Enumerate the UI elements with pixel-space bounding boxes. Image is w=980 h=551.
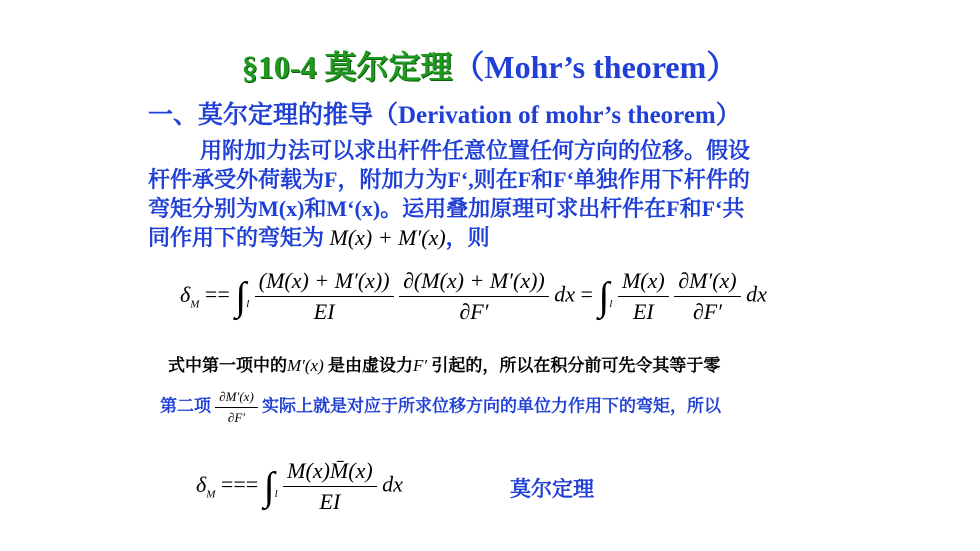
note-second-term: 第二项 $\frac{\partial M'(x)}{\partial F'}$ 实际上就是对应于所求位移方向的单位力作用下的弯矩，所以 bbox=[160, 389, 722, 425]
paragraph-line-4-end: ，则 bbox=[445, 225, 490, 250]
eq2-dx: dx bbox=[382, 471, 403, 497]
eq1-dx-2: dx bbox=[746, 281, 767, 307]
eq1-frac-3: $\frac{M(x)}{EI}$ bbox=[618, 268, 669, 325]
paragraph-line-3: 弯矩分别为M(x)和M‘(x)。运用叠加原理可求出杆件在F和F‘共 bbox=[148, 196, 745, 221]
eq1-frac-2: $\frac{\partial(M(x) + M'(x))}{\partial F'}$ bbox=[399, 268, 549, 325]
eq1-frac-1: $\frac{(M(x) + M'(x))}{EI}$ bbox=[255, 268, 394, 325]
section-heading: 一、莫尔定理的推导（Derivation of mohr’s theorem） bbox=[148, 102, 741, 129]
eq1-integral: ∫ bbox=[235, 273, 247, 319]
eq1-dx: dx bbox=[554, 281, 575, 307]
eq1-lhs: $\delta_M$ bbox=[180, 281, 200, 310]
eq1-int-sub: l bbox=[246, 297, 250, 310]
paragraph-line-1: 用附加力法可以求出杆件任意位置任何方向的位移。假设 bbox=[200, 138, 751, 163]
eq2-lhs: $\delta_M$ bbox=[196, 471, 216, 500]
equation-2: $\delta_M$ === $\int_l$ $\frac{M(x)M̄(x)}{EI}$ dx bbox=[196, 458, 403, 514]
eq2-equals: === bbox=[220, 471, 259, 497]
note1-math-1: M′(x) bbox=[287, 356, 324, 375]
mohr-theorem-label: 莫尔定理 bbox=[510, 477, 594, 501]
eq1-frac-4: $\frac{\partial M'(x)}{\partial F'}$ bbox=[674, 268, 740, 325]
note2-fraction: $\frac{\partial M'(x)}{\partial F'}$ bbox=[215, 389, 258, 426]
equation-1: $\delta_M == \int_l$ $\frac{(M(x) + M'(x))}{EI}$ $\frac{\partial(M(x) + M'(x))}{\partial F'}$ dx = $\int_l$ $\frac{M(x)}{EI}$ $\frac{\partial M'(x)}{\partial F'}$ dx bbox=[180, 268, 767, 324]
note1-math-2: F′ bbox=[413, 356, 428, 375]
paragraph-line-4-math: M(x) + M′(x) bbox=[329, 225, 446, 250]
note-first-term: 式中第一项中的M′(x) 是由虚设力F′ 引起的，所以在积分前可先令其等于零 bbox=[168, 356, 721, 375]
paragraph-line-4 bbox=[148, 223, 848, 252]
eq1-integral-2: ∫ bbox=[598, 273, 610, 319]
title-english: （Mohr’s theorem） bbox=[452, 49, 739, 85]
eq2-frac: $\frac{M(x)M̄(x)}{EI}$ bbox=[283, 458, 377, 515]
intro-paragraph bbox=[148, 136, 848, 252]
eq1-equals: == bbox=[204, 281, 230, 307]
paragraph-line-4-text: 同作用下的弯矩为 bbox=[148, 225, 325, 250]
eq1-equals-2: = bbox=[580, 281, 593, 307]
paragraph-line-2: 杆件承受外荷载为F，附加力为F‘,则在F和F‘单独作用下杆件的 bbox=[148, 167, 750, 192]
title-section: §10-4 莫尔定理 bbox=[241, 49, 453, 85]
eq2-integral: ∫ bbox=[263, 463, 275, 509]
slide-title bbox=[0, 42, 980, 88]
